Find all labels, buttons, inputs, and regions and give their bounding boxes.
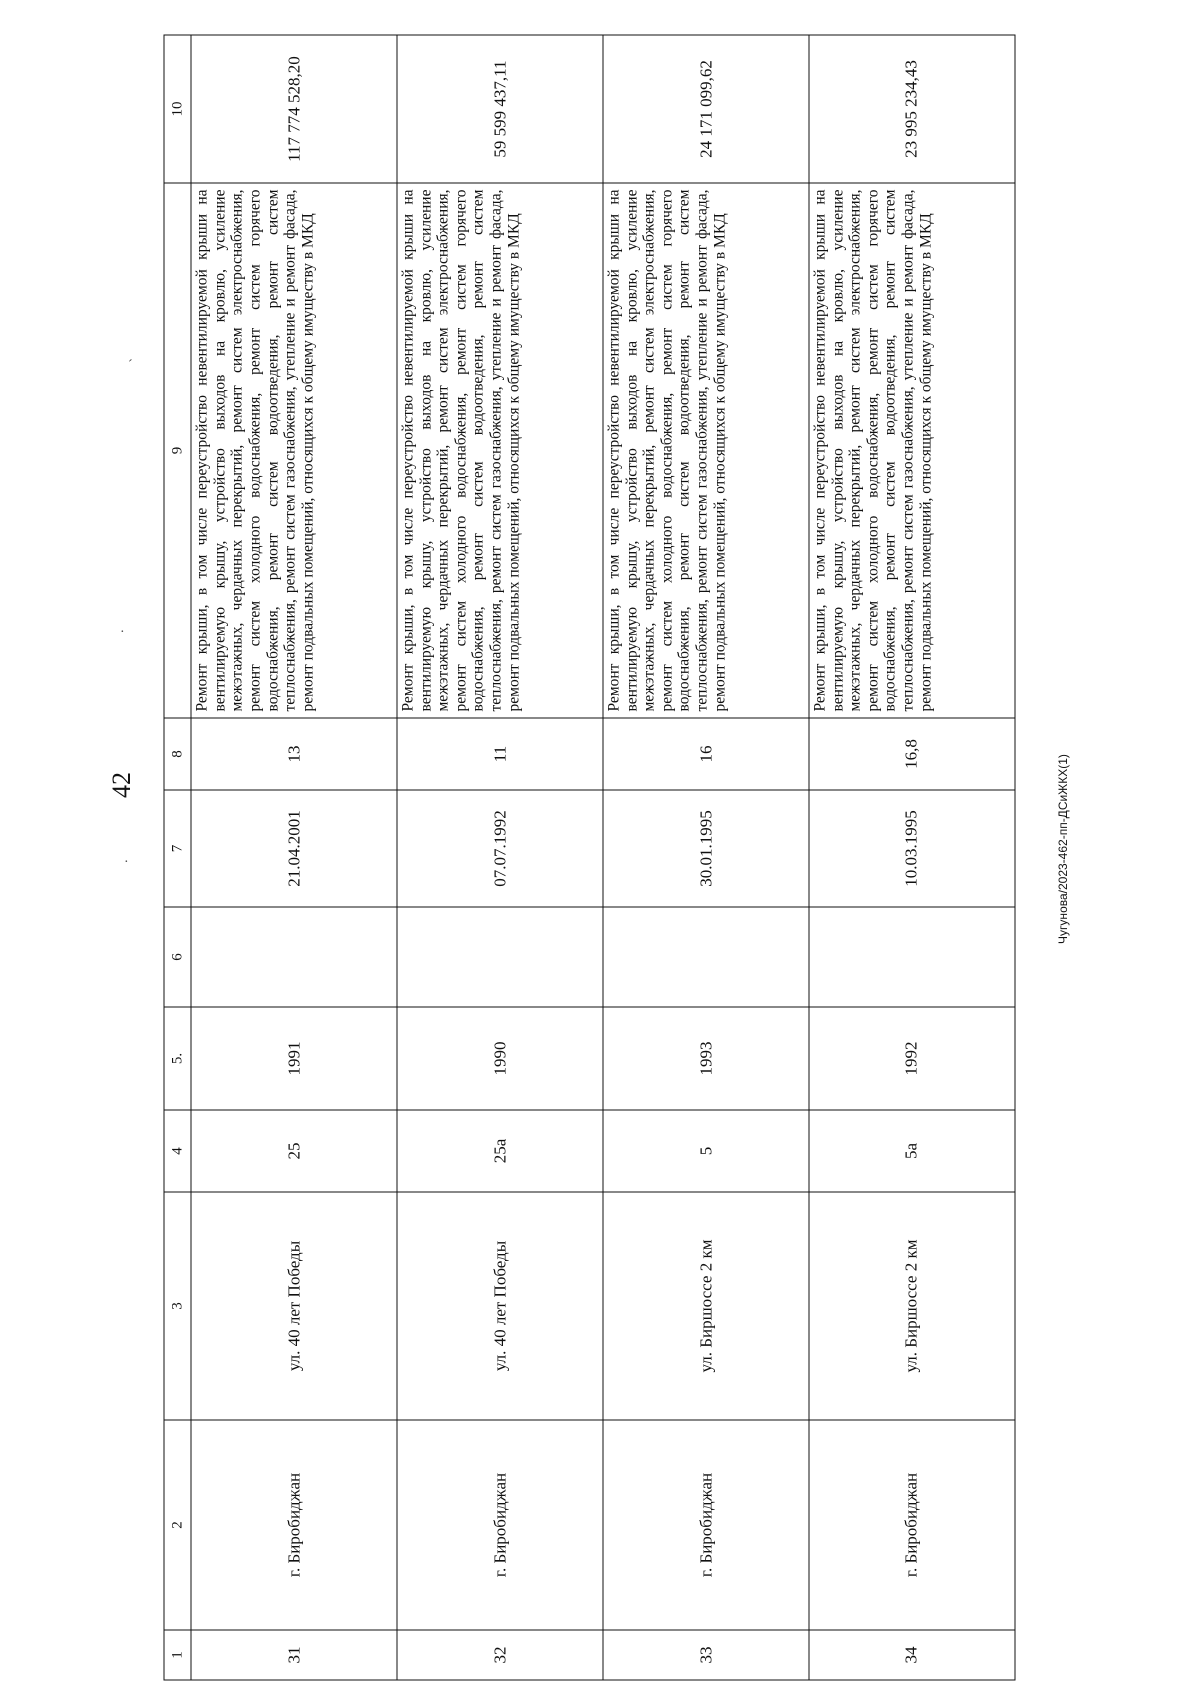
row-number-cell: 32 <box>397 1630 603 1680</box>
table-row <box>603 35 809 1680</box>
capital-repair-table <box>164 35 1016 1681</box>
table-row <box>397 35 603 1680</box>
year-built-cell: 1990 <box>397 1007 603 1110</box>
work-description-cell: Ремонт крыши, в том числе переустройство невентилируемой крыши на вентилируемую крышу, устройство выходов на кровлю, усиление межэтажных, чердачных перекрытий, ремонт систем электроснабжения, ремонт систем холодного водоснабжения, ремонт систем горячего водоснабжения, ремонт систем водоотведения, ремонт систем теплоснабжения, ремонт систем газоснабжения, утепление и ремонт фасада, ремонт подвальных помещений, относящихся к общему имуществу в МКД <box>809 183 1015 718</box>
year-built-cell: 1992 <box>809 1007 1015 1110</box>
house-number-cell: 5а <box>809 1110 1015 1192</box>
cost-cell: 59 599 437,11 <box>397 35 603 183</box>
column-number-header: 2 <box>164 1420 191 1630</box>
scan-speck: ´ <box>128 358 133 373</box>
scan-speck: · <box>120 625 125 640</box>
year-built-cell: 1993 <box>603 1007 809 1110</box>
date-cell: 07.07.1992 <box>397 790 603 907</box>
scan-speck: · <box>124 855 129 870</box>
street-cell: ул. Биршоссе 2 км <box>603 1192 809 1420</box>
work-description-cell: Ремонт крыши, в том числе переустройство невентилируемой крыши на вентилируемую крышу, устройство выходов на кровлю, усиление межэтажных, чердачных перекрытий, ремонт систем электроснабжения, ремонт систем холодного водоснабжения, ремонт систем горячего водоснабжения, ремонт систем водоотведения, ремонт систем теплоснабжения, ремонт систем газоснабжения, утепление и ремонт фасада, ремонт подвальных помещений, относящихся к общему имуществу в МКД <box>603 183 809 718</box>
year-built-cell: 1991 <box>191 1007 397 1110</box>
city-cell: г. Биробиджан <box>191 1420 397 1630</box>
date-cell: 10.03.1995 <box>809 790 1015 907</box>
works-table-rotated <box>164 36 1016 1681</box>
column-number-header: 4 <box>164 1110 191 1192</box>
column-number-header: 6 <box>164 907 191 1007</box>
column-8-cell: 16,8 <box>809 718 1015 790</box>
column-8-cell: 13 <box>191 718 397 790</box>
city-cell: г. Биробиджан <box>603 1420 809 1630</box>
city-cell: г. Биробиджан <box>809 1420 1015 1630</box>
column-number-header: 9 <box>164 183 191 718</box>
table-row <box>191 35 397 1680</box>
column-6-cell <box>809 907 1015 1007</box>
row-number-cell: 33 <box>603 1630 809 1680</box>
document-code: Чугунова/2023-462-пп-ДСиЖКХ(1) <box>1056 754 1070 944</box>
column-number-header: 1 <box>164 1630 191 1680</box>
column-8-cell: 16 <box>603 718 809 790</box>
cost-cell: 117 774 528,20 <box>191 35 397 183</box>
work-description-cell: Ремонт крыши, в том числе переустройство невентилируемой крыши на вентилируемую крышу, устройство выходов на кровлю, усиление межэтажных, чердачных перекрытий, ремонт систем электроснабжения, ремонт систем холодного водоснабжения, ремонт систем горячего водоснабжения, ремонт систем водоотведения, ремонт систем теплоснабжения, ремонт систем газоснабжения, утепление и ремонт фасада, ремонт подвальных помещений, относящихся к общему имуществу в МКД <box>191 183 397 718</box>
column-number-header: 5. <box>164 1007 191 1110</box>
row-number-cell: 34 <box>809 1630 1015 1680</box>
column-number-header: 10 <box>164 35 191 183</box>
date-cell: 21.04.2001 <box>191 790 397 907</box>
street-cell: ул. 40 лет Победы <box>397 1192 603 1420</box>
column-8-cell: 11 <box>397 718 603 790</box>
page-number: 42 <box>107 772 136 798</box>
work-description-cell: Ремонт крыши, в том числе переустройство невентилируемой крыши на вентилируемую крышу, устройство выходов на кровлю, усиление межэтажных, чердачных перекрытий, ремонт систем электроснабжения, ремонт систем холодного водоснабжения, ремонт систем горячего водоснабжения, ремонт систем водоотведения, ремонт систем теплоснабжения, ремонт систем газоснабжения, утепление и ремонт фасада, ремонт подвальных помещений, относящихся к общему имуществу в МКД <box>397 183 603 718</box>
column-number-header: 8 <box>164 718 191 790</box>
table-row <box>809 35 1015 1680</box>
column-6-cell <box>191 907 397 1007</box>
row-number-cell: 31 <box>191 1630 397 1680</box>
column-number-header: 3 <box>164 1192 191 1420</box>
cost-cell: 23 995 234,43 <box>809 35 1015 183</box>
city-cell: г. Биробиджан <box>397 1420 603 1630</box>
house-number-cell: 25а <box>397 1110 603 1192</box>
house-number-cell: 25 <box>191 1110 397 1192</box>
street-cell: ул. 40 лет Победы <box>191 1192 397 1420</box>
street-cell: ул. Биршоссе 2 км <box>809 1192 1015 1420</box>
column-number-row <box>164 35 191 1680</box>
column-6-cell <box>603 907 809 1007</box>
date-cell: 30.01.1995 <box>603 790 809 907</box>
house-number-cell: 5 <box>603 1110 809 1192</box>
column-number-header: 7 <box>164 790 191 907</box>
column-6-cell <box>397 907 603 1007</box>
cost-cell: 24 171 099,62 <box>603 35 809 183</box>
